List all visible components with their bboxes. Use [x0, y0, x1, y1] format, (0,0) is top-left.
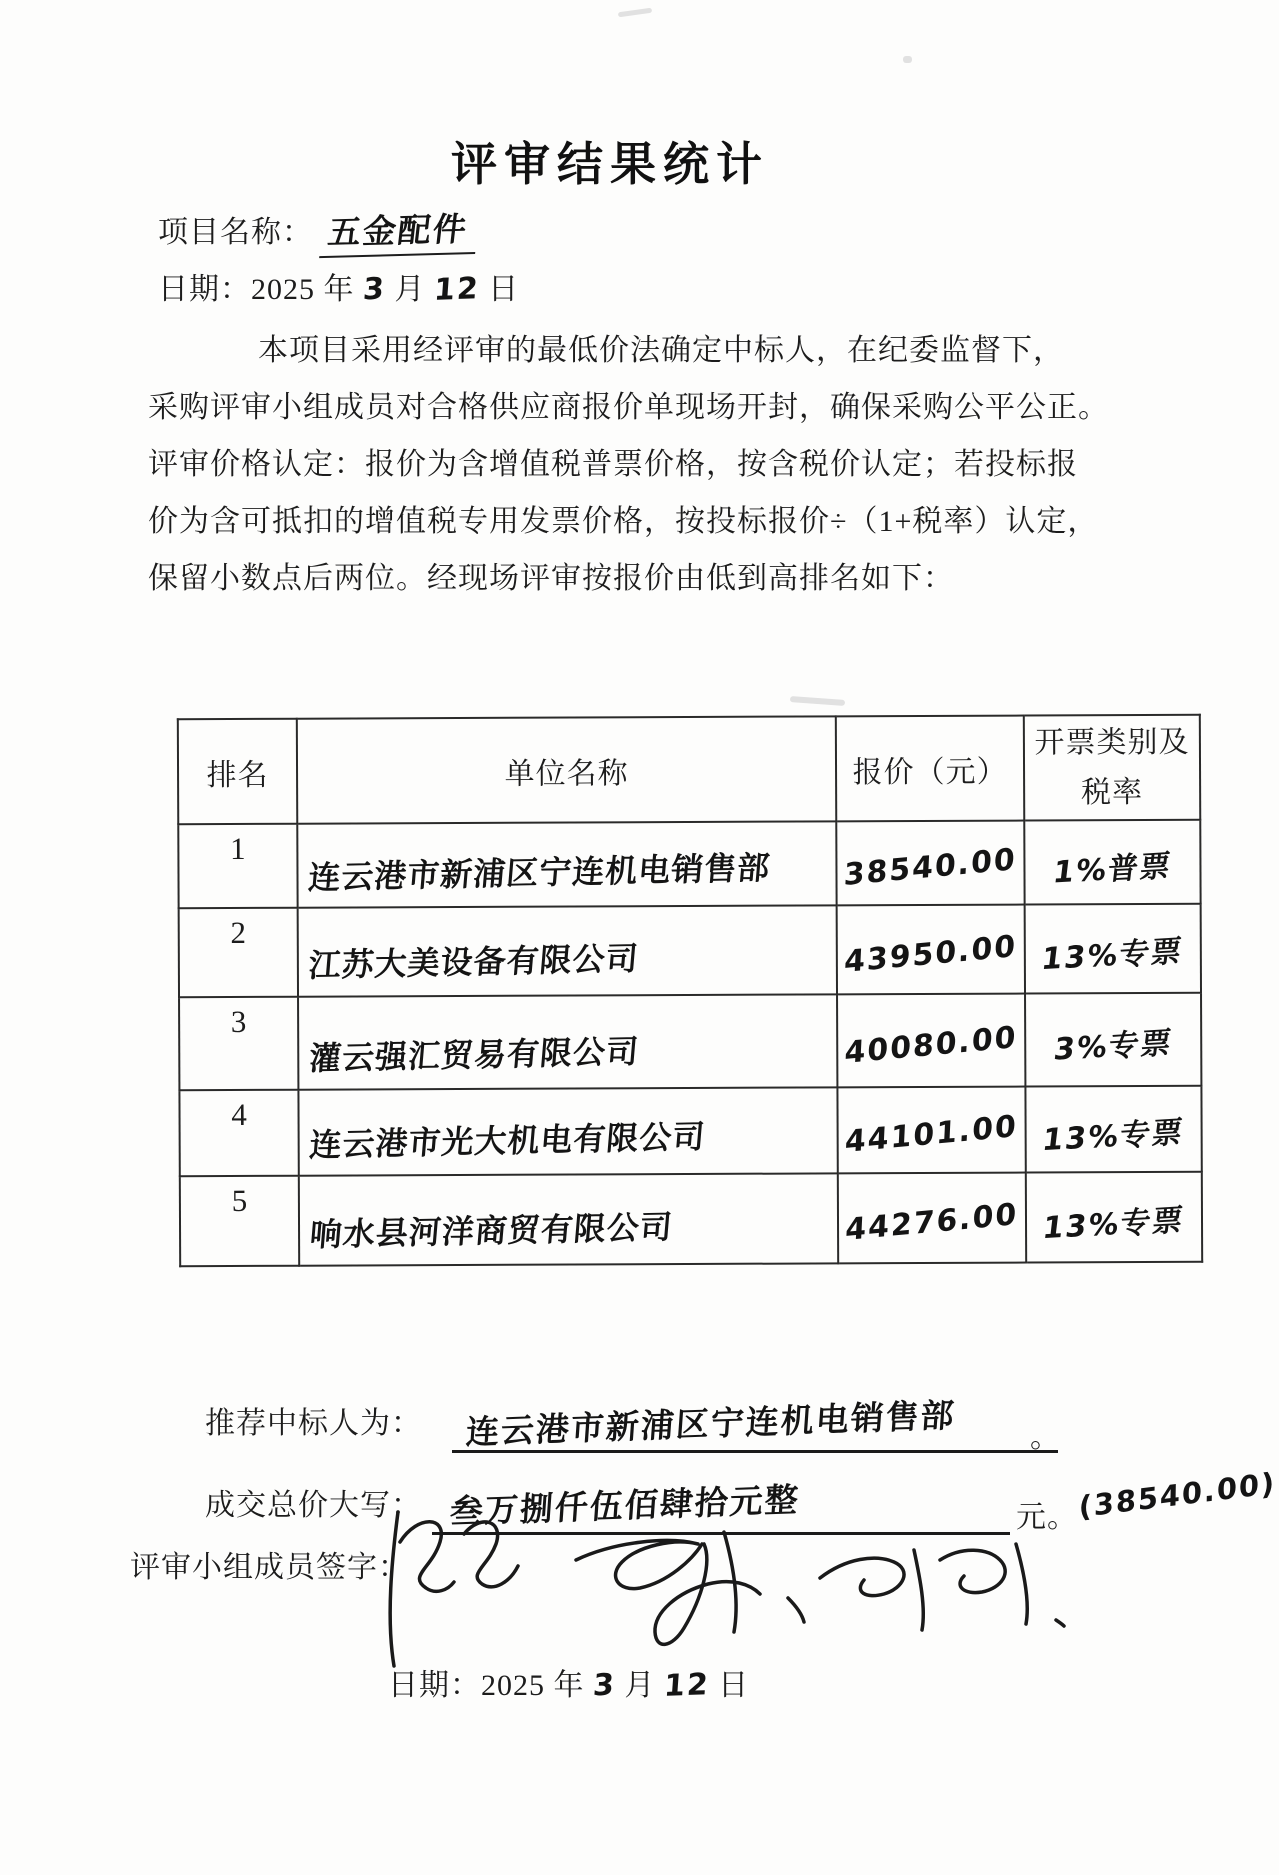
- rank-value: 4: [179, 1090, 298, 1177]
- company-handwritten: 响水县河洋商贸有限公司: [308, 1207, 675, 1254]
- date-day-unit: 日: [488, 273, 520, 306]
- signature-2: [576, 1541, 702, 1589]
- rank-value: 2: [179, 908, 298, 998]
- signature-3: [940, 1550, 1005, 1592]
- rank-value: 5: [180, 1176, 299, 1267]
- project-name-line: [158, 205, 478, 256]
- header-rank: 排名: [178, 719, 297, 825]
- recommend-winner-label: 推荐中标人为：: [205, 1407, 422, 1440]
- scan-smudge: [790, 696, 845, 706]
- table-header-row: [178, 715, 1200, 824]
- rank-value: 3: [179, 997, 298, 1091]
- total-price-label: 成交总价大写：: [205, 1489, 422, 1522]
- recommend-winner-period: 。: [1030, 1421, 1061, 1454]
- recommend-winner-underline: [452, 1395, 1058, 1453]
- total-price-unit: 元。: [1016, 1501, 1078, 1534]
- company-handwritten: 江苏大美设备有限公司: [307, 939, 641, 985]
- total-price-numeric-handwritten: (38540.00): [1078, 1465, 1277, 1525]
- header-tax-line1: 开票类别及: [1034, 725, 1190, 759]
- signatures-handwritten: [368, 1498, 1088, 1678]
- ranking-table: [177, 714, 1203, 1267]
- date-month-handwritten: 3: [361, 271, 388, 308]
- tax-handwritten: 13%专票: [1040, 1114, 1187, 1158]
- signatures-label: 评审小组成员签字：: [130, 1551, 409, 1584]
- table-row: [179, 904, 1201, 997]
- page-title: 评审结果统计: [451, 138, 769, 190]
- tax-handwritten: 1%普票: [1050, 848, 1174, 891]
- signature-3: [820, 1558, 904, 1595]
- signature-3: [1016, 1544, 1027, 1624]
- total-price-handwritten: 叁万捌仟伍佰肆拾元整: [448, 1479, 802, 1532]
- price-handwritten: 43950.00: [843, 928, 1019, 980]
- tax-handwritten: 3%专票: [1051, 1025, 1175, 1068]
- price-handwritten: 44276.00: [844, 1196, 1020, 1249]
- date-line: [158, 264, 519, 308]
- body-paragraph: [148, 322, 1108, 607]
- footer-date-line: [388, 1660, 749, 1704]
- header-price: 报价（元）: [836, 716, 1024, 822]
- signature-3: [914, 1550, 923, 1630]
- company-handwritten: 连云港市光大机电有限公司: [307, 1117, 708, 1165]
- paragraph-line: 本项目采用经评审的最低价法确定中标人，在纪委监督下，: [258, 334, 1064, 367]
- rank-value: 1: [178, 824, 297, 909]
- signature-2: [655, 1544, 760, 1644]
- price-handwritten: 38540.00: [843, 841, 1018, 894]
- date-month-unit: 月: [394, 273, 426, 306]
- price-handwritten: 44101.00: [844, 1108, 1019, 1161]
- signature-3: [1056, 1620, 1064, 1626]
- paragraph-line: 保留小数点后两位。经现场评审按报价由低到高排名如下：: [148, 562, 954, 595]
- company-handwritten: 灌云强汇贸易有限公司: [307, 1032, 641, 1078]
- footer-date-year: 2025 年: [481, 1669, 585, 1702]
- header-tax-line2: 税率: [1081, 775, 1144, 809]
- footer-date-month-handwritten: 3: [591, 1667, 618, 1704]
- signature-1: [390, 1512, 398, 1666]
- table-row: [179, 993, 1201, 1090]
- footer-date-label: 日期：: [388, 1669, 481, 1702]
- project-name-handwritten: 五金配件: [319, 203, 481, 258]
- footer-date-month-unit: 月: [624, 1669, 656, 1702]
- scan-smudge: [618, 8, 652, 18]
- recommend-winner-handwritten: 连云港市新浦区宁连机电销售部: [464, 1395, 958, 1452]
- date-year: 2025 年: [251, 273, 355, 306]
- paragraph-line: 采购评审小组成员对合格供应商报价单现场开封，确保采购公平公正。: [148, 391, 1109, 424]
- tax-handwritten: 13%专票: [1040, 1202, 1187, 1246]
- signature-1: [464, 1522, 518, 1587]
- tax-handwritten: 13%专票: [1039, 934, 1186, 978]
- footer-date-day-unit: 日: [718, 1669, 750, 1702]
- table-row: [178, 820, 1200, 908]
- header-tax: [1024, 715, 1200, 821]
- date-day-handwritten: 12: [432, 271, 481, 308]
- paragraph-line: 评审价格认定：报价为含增值税普票价格，按含税价认定；若投标报: [148, 448, 1078, 481]
- signature-1: [400, 1522, 454, 1592]
- table-row: [180, 1172, 1202, 1266]
- date-label: 日期：: [158, 273, 251, 306]
- paragraph-line: 价为含可抵扣的增值税专用发票价格，按投标报价÷（1+税率）认定，: [148, 505, 1099, 538]
- table-row: [179, 1086, 1201, 1176]
- signature-separator: [788, 1598, 804, 1622]
- header-company: 单位名称: [297, 716, 836, 823]
- company-handwritten: 连云港市新浦区宁连机电销售部: [306, 848, 772, 897]
- scan-smudge: [903, 56, 912, 63]
- price-handwritten: 40080.00: [843, 1019, 1019, 1071]
- footer-date-day-handwritten: 12: [662, 1667, 711, 1704]
- project-name-label: 项目名称：: [158, 216, 313, 249]
